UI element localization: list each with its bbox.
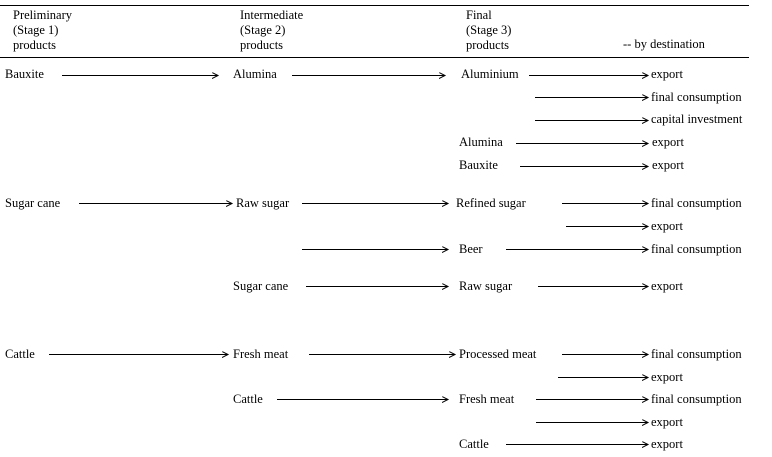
destination-label: final consumption <box>651 90 742 104</box>
destination-label: export <box>651 415 683 429</box>
header-stage3 <box>466 8 511 53</box>
node-label: Alumina <box>233 67 277 81</box>
header-stage1 <box>13 8 72 53</box>
destination-label: final consumption <box>651 196 742 210</box>
header-stage3-line2: (Stage 3) <box>466 23 512 37</box>
header-stage2-line3: products <box>240 38 284 52</box>
header-stage1-line1: Preliminary <box>13 8 73 22</box>
node-label: Sugar cane <box>5 196 61 210</box>
node-label: Cattle <box>233 392 263 406</box>
header-stage1-line3: products <box>13 38 57 52</box>
node-label: Cattle <box>5 347 35 361</box>
node-label: Raw sugar <box>459 279 513 293</box>
node-label: Fresh meat <box>459 392 515 406</box>
header-stage2 <box>240 8 303 53</box>
node-label: Bauxite <box>459 158 498 172</box>
destination-label: final consumption <box>651 242 742 256</box>
node-label: Aluminium <box>461 67 519 81</box>
node-label: Sugar cane <box>233 279 289 293</box>
node-label: Processed meat <box>459 347 537 361</box>
node-label: Refined sugar <box>456 196 526 210</box>
node-label: Raw sugar <box>236 196 290 210</box>
destination-label: capital investment <box>651 112 743 126</box>
destination-label: final consumption <box>651 392 742 406</box>
node-label: Fresh meat <box>233 347 289 361</box>
destination-label: export <box>652 158 684 172</box>
header-destination: -- by destination <box>623 37 705 51</box>
header-stage2-line1: Intermediate <box>240 8 304 22</box>
destination-label: export <box>651 67 683 81</box>
destination-label: export <box>651 279 683 293</box>
destination-label: final consumption <box>651 347 742 361</box>
header-stage3-line3: products <box>466 38 510 52</box>
destination-label: export <box>651 219 683 233</box>
header-stage3-line1: Final <box>466 8 492 22</box>
node-label: Cattle <box>459 437 489 451</box>
node-label: Alumina <box>459 135 503 149</box>
header-stage1-line2: (Stage 1) <box>13 23 59 37</box>
header-stage2-line2: (Stage 2) <box>240 23 286 37</box>
node-label: Bauxite <box>5 67 44 81</box>
node-label: Beer <box>459 242 483 256</box>
destination-label: export <box>651 437 683 451</box>
destination-label: export <box>651 370 683 384</box>
destination-label: export <box>652 135 684 149</box>
